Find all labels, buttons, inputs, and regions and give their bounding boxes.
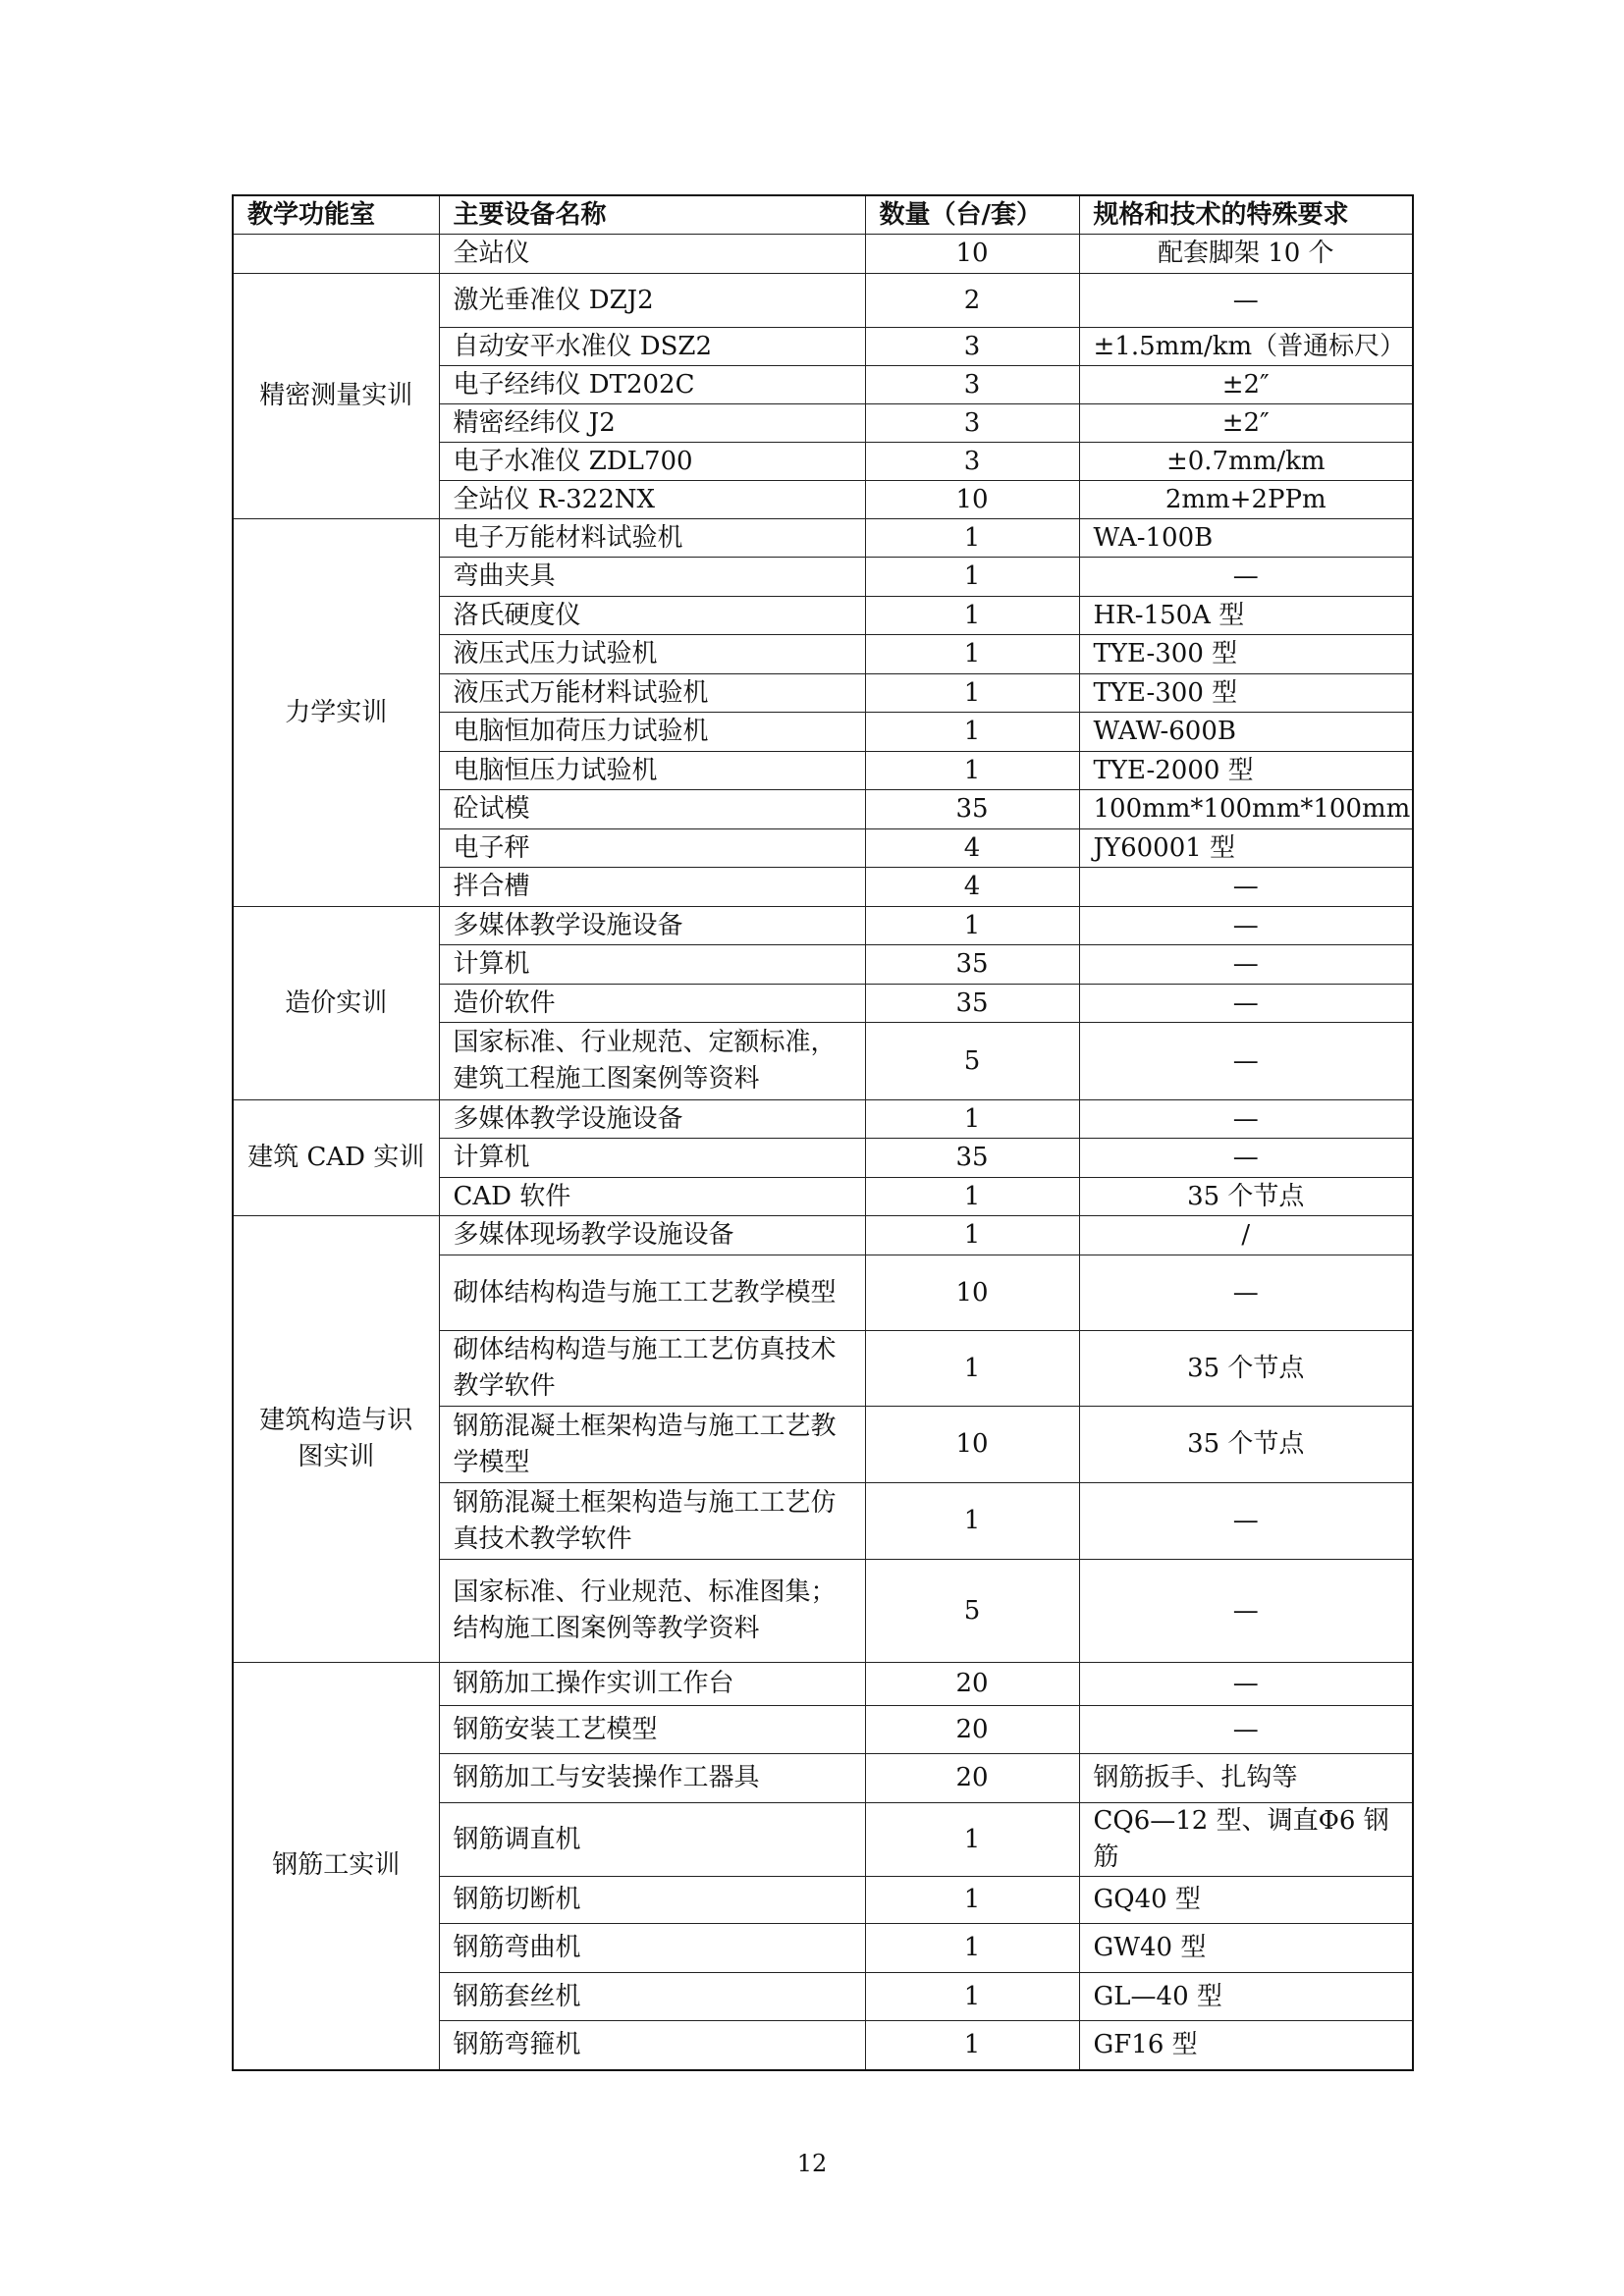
quantity-cell: 1 [865, 1483, 1079, 1560]
equipment-name-cell: 计算机 [439, 945, 865, 985]
room-cell: 钢筋工实训 [233, 1663, 439, 2070]
spec-cell: ±1.5mm/km（普通标尺） [1079, 328, 1413, 366]
quantity-cell: 3 [865, 366, 1079, 404]
table-row [233, 274, 1413, 328]
equipment-name-cell: 钢筋加工操作实训工作台 [439, 1663, 865, 1706]
quantity-cell: 1 [865, 597, 1079, 635]
quantity-cell: 3 [865, 328, 1079, 366]
spec-cell: 钢筋扳手、扎钩等 [1079, 1754, 1413, 1803]
spec-cell: GW40 型 [1079, 1924, 1413, 1973]
quantity-cell: 10 [865, 481, 1079, 519]
page-number: 12 [796, 2150, 828, 2177]
quantity-cell: 3 [865, 404, 1079, 443]
equipment-name-cell: 电子万能材料试验机 [439, 519, 865, 558]
equipment-name-cell: 砌体结构构造与施工工艺教学模型 [439, 1255, 865, 1331]
quantity-cell: 1 [865, 752, 1079, 790]
spec-cell: GF16 型 [1079, 2021, 1413, 2070]
spec-cell: — [1079, 868, 1413, 907]
quantity-cell: 5 [865, 1560, 1079, 1663]
equipment-name-cell: 电子秤 [439, 829, 865, 868]
spec-cell: JY60001 型 [1079, 829, 1413, 868]
equipment-name-cell: 钢筋套丝机 [439, 1973, 865, 2021]
quantity-cell: 1 [865, 1216, 1079, 1255]
spec-cell: ±2″ [1079, 404, 1413, 443]
equipment-name-cell: 弯曲夹具 [439, 558, 865, 597]
equipment-name-cell: 精密经纬仪 J2 [439, 404, 865, 443]
spec-cell: 35 个节点 [1079, 1407, 1413, 1483]
room-cell: 建筑构造与识图实训 [233, 1216, 439, 1663]
quantity-cell: 1 [865, 1803, 1079, 1877]
spec-cell: 2mm+2PPm [1079, 481, 1413, 519]
spec-cell: 配套脚架 10 个 [1079, 235, 1413, 274]
spec-cell: / [1079, 1216, 1413, 1255]
quantity-cell: 4 [865, 868, 1079, 907]
equipment-name-cell: 拌合槽 [439, 868, 865, 907]
equipment-name-cell: 钢筋弯箍机 [439, 2021, 865, 2070]
spec-cell: — [1079, 274, 1413, 328]
spec-cell: — [1079, 907, 1413, 945]
quantity-cell: 1 [865, 2021, 1079, 2070]
table-row [233, 519, 1413, 558]
equipment-name-cell: 造价软件 [439, 985, 865, 1023]
quantity-cell: 1 [865, 907, 1079, 945]
quantity-cell: 1 [865, 558, 1079, 597]
table-row [233, 1100, 1413, 1139]
equipment-name-cell: 电脑恒加荷压力试验机 [439, 713, 865, 752]
spec-cell: — [1079, 558, 1413, 597]
quantity-cell: 1 [865, 635, 1079, 674]
quantity-cell: 20 [865, 1754, 1079, 1803]
room-cell: 力学实训 [233, 519, 439, 907]
equipment-name-cell: 钢筋弯曲机 [439, 1924, 865, 1973]
quantity-cell: 1 [865, 1973, 1079, 2021]
equipment-name-cell: 电脑恒压力试验机 [439, 752, 865, 790]
equipment-name-cell: 电子经纬仪 DT202C [439, 366, 865, 404]
header-spec: 规格和技术的特殊要求 [1079, 195, 1413, 235]
quantity-cell: 5 [865, 1023, 1079, 1100]
room-cell: 精密测量实训 [233, 274, 439, 519]
spec-cell: — [1079, 1100, 1413, 1139]
quantity-cell: 35 [865, 790, 1079, 829]
header-room: 教学功能室 [233, 195, 439, 235]
table-header-row [233, 195, 1413, 235]
quantity-cell: 10 [865, 1407, 1079, 1483]
spec-cell: HR-150A 型 [1079, 597, 1413, 635]
equipment-name-cell: 国家标准、行业规范、定额标准，建筑工程施工图案例等资料 [439, 1023, 865, 1100]
quantity-cell: 1 [865, 1877, 1079, 1924]
quantity-cell: 1 [865, 519, 1079, 558]
spec-cell: — [1079, 1560, 1413, 1663]
spec-cell: — [1079, 945, 1413, 985]
table-body [233, 235, 1413, 2070]
equipment-name-cell: 激光垂准仪 DZJ2 [439, 274, 865, 328]
equipment-name-cell: 钢筋混凝土框架构造与施工工艺教学模型 [439, 1407, 865, 1483]
spec-cell: — [1079, 1255, 1413, 1331]
table-row [233, 1663, 1413, 1706]
spec-cell: CQ6—12 型、调直Φ6 钢筋 [1079, 1803, 1413, 1877]
spec-cell: 35 个节点 [1079, 1331, 1413, 1407]
spec-cell: — [1079, 1663, 1413, 1706]
spec-cell: WA-100B [1079, 519, 1413, 558]
equipment-name-cell: 钢筋加工与安装操作工器具 [439, 1754, 865, 1803]
equipment-table [232, 194, 1414, 2071]
equipment-name-cell: 液压式压力试验机 [439, 635, 865, 674]
spec-cell: — [1079, 985, 1413, 1023]
spec-cell: 100mm*100mm*100mm [1079, 790, 1413, 829]
equipment-name-cell: 计算机 [439, 1139, 865, 1178]
spec-cell: — [1079, 1023, 1413, 1100]
room-cell [233, 235, 439, 274]
header-quantity: 数量（台/套） [865, 195, 1079, 235]
table-row [233, 907, 1413, 945]
table-row [233, 235, 1413, 274]
equipment-name-cell: 多媒体教学设施设备 [439, 1100, 865, 1139]
spec-cell: WAW-600B [1079, 713, 1413, 752]
equipment-name-cell: 钢筋切断机 [439, 1877, 865, 1924]
spec-cell: ±0.7mm/km [1079, 443, 1413, 481]
quantity-cell: 1 [865, 1331, 1079, 1407]
equipment-name-cell: 洛氏硬度仪 [439, 597, 865, 635]
equipment-name-cell: 全站仪 R-322NX [439, 481, 865, 519]
equipment-name-cell: 多媒体教学设施设备 [439, 907, 865, 945]
spec-cell: TYE-300 型 [1079, 635, 1413, 674]
equipment-name-cell: 自动安平水准仪 DSZ2 [439, 328, 865, 366]
equipment-name-cell: 砌体结构构造与施工工艺仿真技术教学软件 [439, 1331, 865, 1407]
equipment-name-cell: 液压式万能材料试验机 [439, 674, 865, 713]
spec-cell: — [1079, 1139, 1413, 1178]
quantity-cell: 35 [865, 1139, 1079, 1178]
equipment-name-cell: CAD 软件 [439, 1178, 865, 1216]
spec-cell: — [1079, 1706, 1413, 1754]
quantity-cell: 1 [865, 1178, 1079, 1216]
room-cell: 建筑 CAD 实训 [233, 1100, 439, 1216]
room-cell: 造价实训 [233, 907, 439, 1100]
equipment-name-cell: 钢筋混凝土框架构造与施工工艺仿真技术教学软件 [439, 1483, 865, 1560]
equipment-name-cell: 电子水准仪 ZDL700 [439, 443, 865, 481]
header-equipment-name: 主要设备名称 [439, 195, 865, 235]
quantity-cell: 1 [865, 713, 1079, 752]
equipment-name-cell: 多媒体现场教学设施设备 [439, 1216, 865, 1255]
spec-cell: GL—40 型 [1079, 1973, 1413, 2021]
spec-cell: 35 个节点 [1079, 1178, 1413, 1216]
equipment-name-cell: 国家标准、行业规范、标准图集；结构施工图案例等教学资料 [439, 1560, 865, 1663]
quantity-cell: 1 [865, 1100, 1079, 1139]
spec-cell: TYE-2000 型 [1079, 752, 1413, 790]
quantity-cell: 10 [865, 235, 1079, 274]
quantity-cell: 10 [865, 1255, 1079, 1331]
equipment-name-cell: 钢筋调直机 [439, 1803, 865, 1877]
quantity-cell: 20 [865, 1663, 1079, 1706]
quantity-cell: 20 [865, 1706, 1079, 1754]
quantity-cell: 3 [865, 443, 1079, 481]
spec-cell: — [1079, 1483, 1413, 1560]
spec-cell: TYE-300 型 [1079, 674, 1413, 713]
equipment-name-cell: 砼试模 [439, 790, 865, 829]
equipment-name-cell: 全站仪 [439, 235, 865, 274]
quantity-cell: 35 [865, 985, 1079, 1023]
quantity-cell: 1 [865, 1924, 1079, 1973]
table-row [233, 1216, 1413, 1255]
equipment-name-cell: 钢筋安装工艺模型 [439, 1706, 865, 1754]
quantity-cell: 1 [865, 674, 1079, 713]
spec-cell: GQ40 型 [1079, 1877, 1413, 1924]
spec-cell: ±2″ [1079, 366, 1413, 404]
quantity-cell: 4 [865, 829, 1079, 868]
quantity-cell: 35 [865, 945, 1079, 985]
quantity-cell: 2 [865, 274, 1079, 328]
